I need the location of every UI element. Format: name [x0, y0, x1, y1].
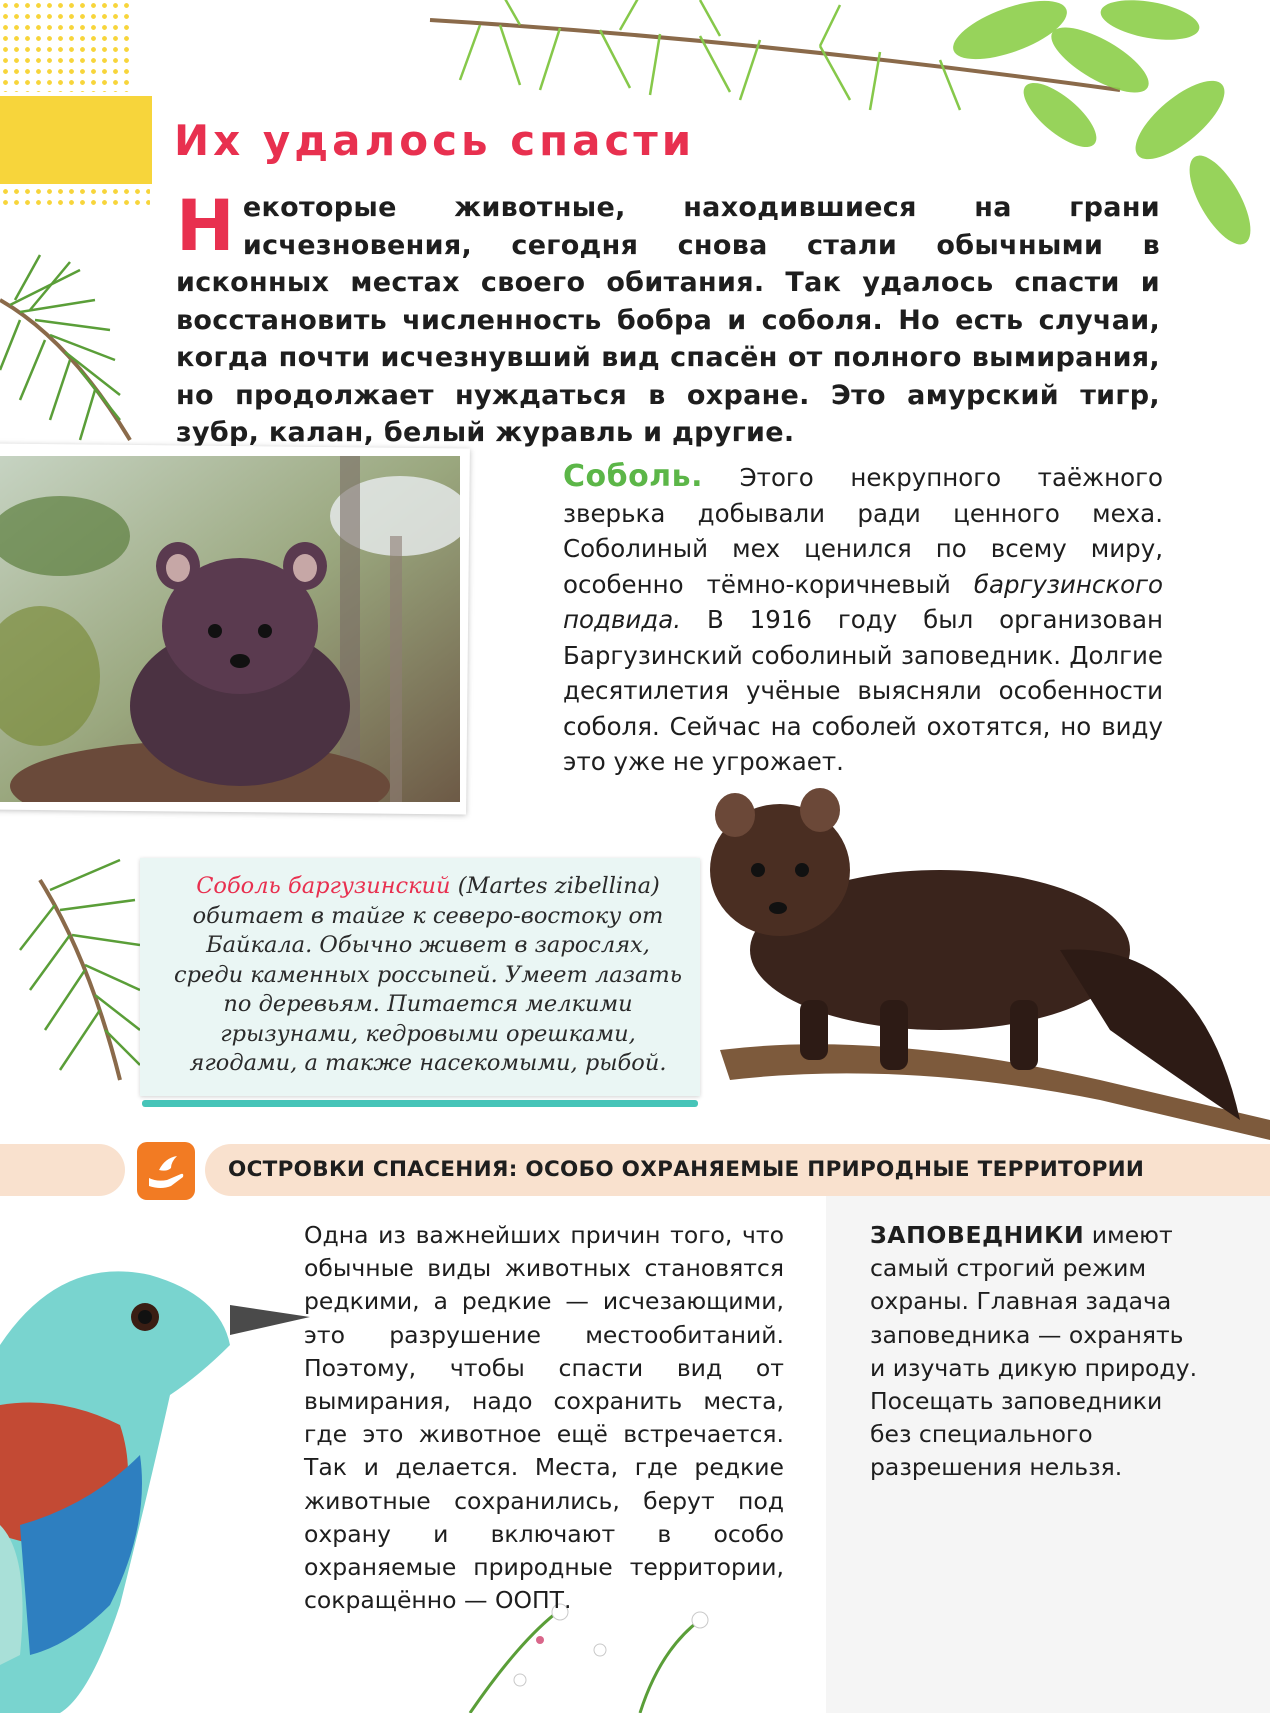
sable-description [563, 459, 1163, 780]
species-note [168, 872, 688, 1079]
banner-left-strip [0, 1144, 125, 1196]
species-name: Соболь баргузинский [196, 873, 451, 899]
bottom-flowers-illustration [470, 1604, 708, 1713]
banner-title: ОСТРОВКИ СПАСЕНИЯ: ОСОБО ОХРАНЯЕМЫЕ ПРИРОДНЫЕ ТЕРРИТОРИИ [228, 1157, 1145, 1182]
species-note-text: обитает в тайге к северо-востоку от Байкала. Обычно живет в зарослях, среди каменных россыпей. Умеет лазать по деревьям. Питается мелкими грызунами, кедровыми орешками, ягодами, а также насекомыми, рыбой. [174, 902, 682, 1076]
species-latin-name: (Martes zibellina) [450, 873, 660, 899]
main-text-column: Одна из важнейших причин того, что обычные виды животных становятся редкими, а редкие — исчезающими, это разрушение местообитаний. Поэтому, чтобы спасти вид от вымирания, надо сохранить места, где это животное ещё встречается. Так и делается. Места, где редкие животные сохранились, берут под охрану и включают в особо охраняемые природные территории, сокращённо — ООПТ. [304, 1221, 784, 1615]
sable-title: Соболь. [563, 459, 704, 494]
sable-illustration [680, 780, 1270, 1200]
page-title: Их удалось спасти [174, 116, 696, 165]
reserves-text: имеют самый строгий режим охраны. Главная задача заповедника — охранять и изучать дикую природу. Посещать заповедники без специального разрешения нельзя. [870, 1221, 1198, 1482]
roller-bird-illustration [0, 1225, 310, 1713]
left-pine-branch [0, 255, 130, 440]
sable-photo [0, 456, 460, 802]
sable-text-part-2: В 1916 году был организован Баргузинский соболиный заповедник. Долгие десятилетия учёные выясняли особенности соболя. Сейчас на соболей охотятся, но виду это уже не угрожает. [563, 605, 1163, 776]
bird-on-hand-icon [137, 1142, 195, 1200]
sable-italic-term: баргузинского подвида. [563, 569, 1163, 634]
intro-paragraph [176, 185, 1160, 452]
reserves-term: ЗАПОВЕДНИКИ [870, 1221, 1085, 1249]
intro-text: екоторые животные, находившиеся на грани исчезновения, сегодня снова стали обычными в исконных местах своего обитания. Так удалось спасти и восстановить численность бобра и соболя. Но есть случаи, когда почти исчезнувший вид спасён от полного вымирания, но продолжает нуждаться в охране. Это амурский тигр, зубр, калан, белый журавль и другие. [176, 192, 1160, 448]
sable-text-part-1: Этого некрупного таёжного зверька добывали ради ценного меха. Соболиный мех ценился по всему миру, особенно тёмно-коричневый [563, 463, 1163, 599]
note-pine-branch [20, 860, 140, 1080]
reserves-note [870, 1219, 1200, 1485]
drop-cap: Н [176, 185, 235, 267]
note-underline [142, 1100, 698, 1107]
